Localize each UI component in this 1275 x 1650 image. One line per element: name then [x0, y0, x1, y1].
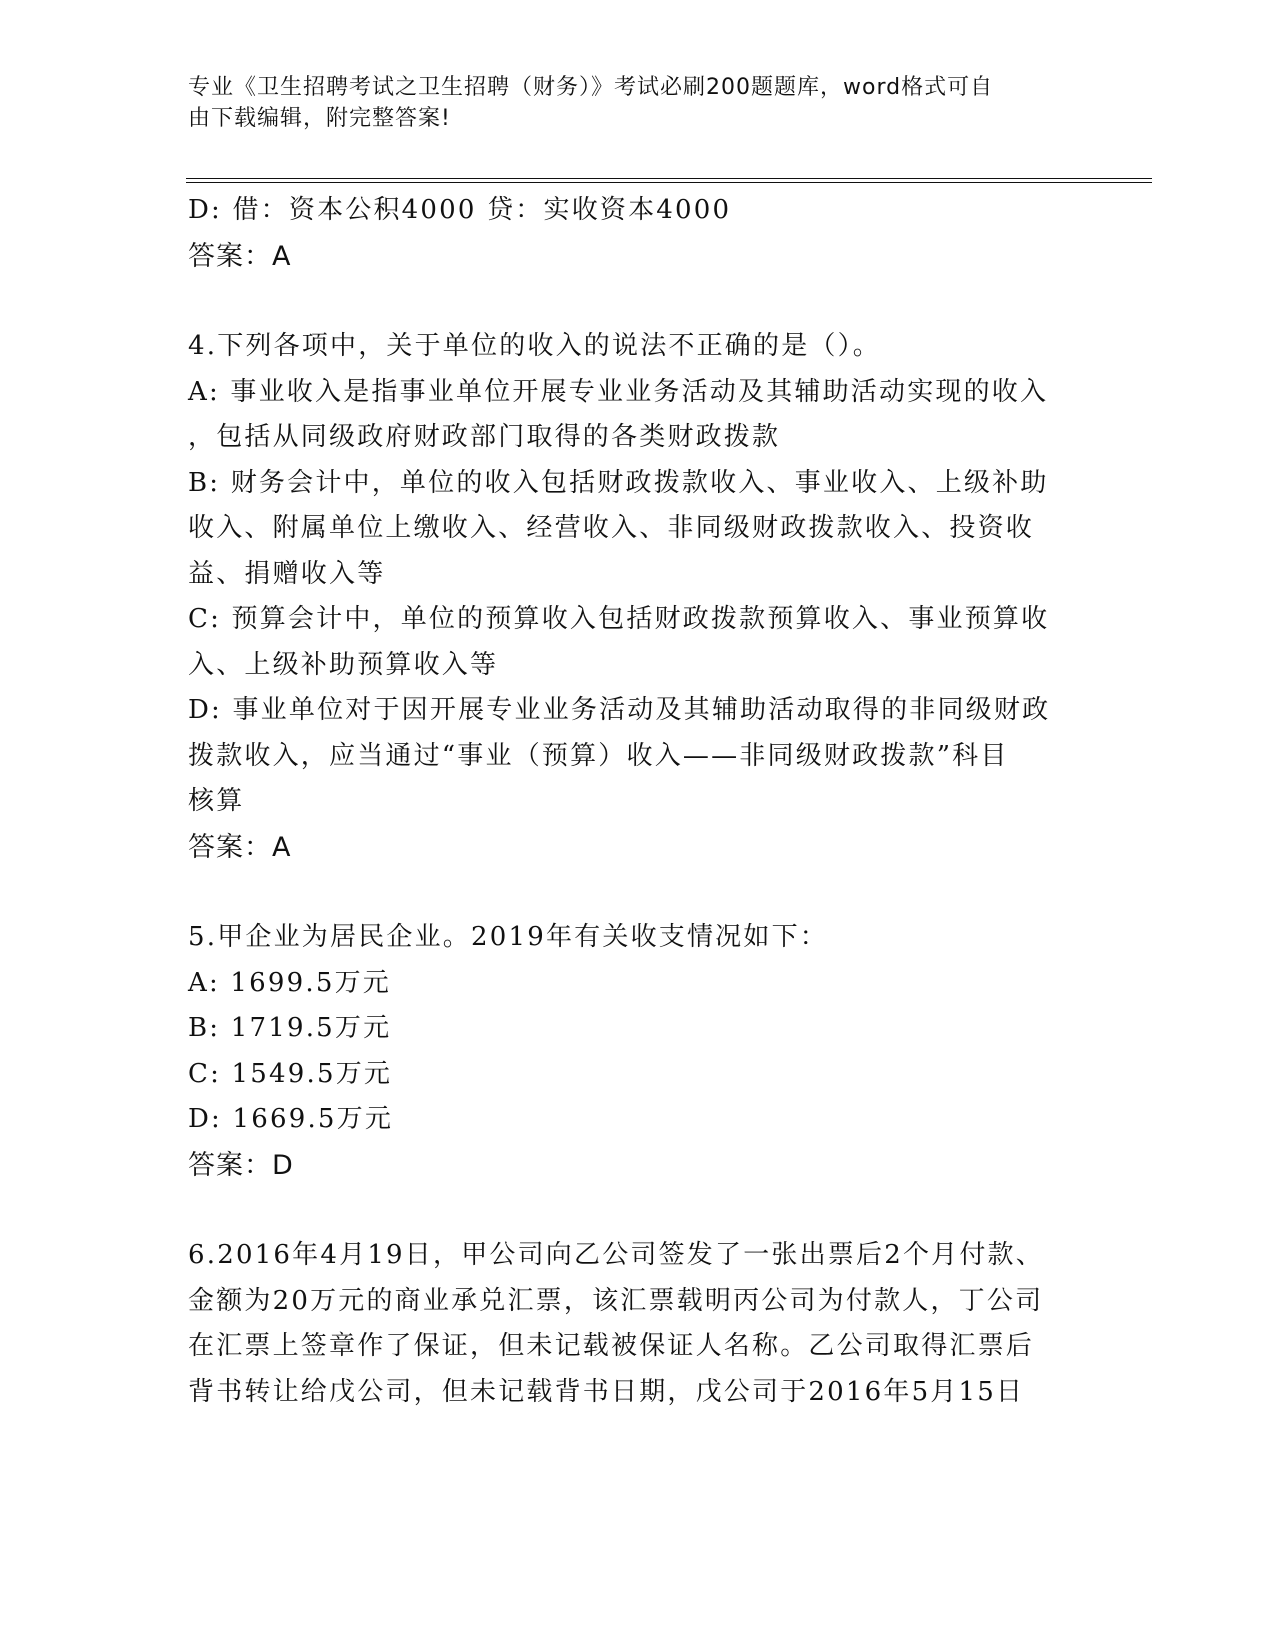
spacer — [188, 279, 1088, 324]
question-stem-line: 在汇票上签章作了保证，但未记载被保证人名称。乙公司取得汇票后 — [188, 1331, 1035, 1361]
option-a: A: 1699.5万元 — [188, 967, 391, 998]
option-d: D: 1669.5万元 — [188, 1104, 394, 1134]
option-b-line: 收入、附属单位上缴收入、经营收入、非同级财政拨款收入、投资收 — [188, 513, 1035, 543]
header-rule-bottom — [186, 182, 1152, 183]
question-5 — [188, 915, 1088, 1188]
question-stem-line: 6.2016年4月19日，甲公司向乙公司签发了一张出票后2个月付款、 — [188, 1240, 1044, 1270]
answer-label: 答案：A — [188, 240, 292, 272]
question-stem: 5.甲企业为居民企业。2019年有关收支情况如下： — [188, 922, 828, 952]
option-b-line: 益、捐赠收入等 — [188, 558, 386, 589]
option-c-line: 入、上级补助预算收入等 — [188, 649, 499, 680]
spacer — [188, 1188, 1088, 1233]
question-3-tail — [188, 188, 1088, 279]
question-stem-line: 金额为20万元的商业承兑汇票，该汇票载明丙公司为付款人，丁公司 — [188, 1285, 1044, 1316]
option-b: B: 1719.5万元 — [188, 1013, 392, 1043]
option-a-line: ，包括从同级政府财政部门取得的各类财政拨款 — [188, 422, 781, 452]
spacer — [188, 870, 1088, 915]
answer-label: 答案：D — [188, 1149, 294, 1181]
question-6 — [188, 1233, 1088, 1415]
header-rule-top — [186, 178, 1152, 179]
header-line: 由下载编辑，附完整答案! — [188, 106, 451, 131]
question-stem-line: 背书转让给戊公司，但未记载背书日期，戊公司于2016年5月15日 — [188, 1376, 1025, 1407]
question-content — [188, 188, 1088, 1415]
page-header — [188, 72, 1068, 134]
option-d-line: D: 事业单位对于因开展专业业务活动及其辅助活动取得的非同级财政 — [188, 695, 1051, 725]
option-d-line: 拨款收入，应当通过“事业（预算）收入——非同级财政拨款”科目 — [188, 740, 1009, 771]
answer-label: 答案：A — [188, 831, 292, 863]
header-line: 专业《卫生招聘考试之卫生招聘（财务）》考试必刷200题题库，word格式可自 — [188, 75, 994, 100]
question-4 — [188, 324, 1088, 870]
option-a-line: A: 事业收入是指事业单位开展专业业务活动及其辅助活动实现的收入 — [188, 376, 1049, 407]
option-c: C: 1549.5万元 — [188, 1058, 393, 1089]
option-b-line: B: 财务会计中，单位的收入包括财政拨款收入、事业收入、上级补助 — [188, 467, 1049, 498]
question-stem: 4.下列各项中，关于单位的收入的说法不正确的是（）。 — [188, 331, 882, 361]
option-d-line: 核算 — [188, 786, 245, 816]
option-d: D: 借：资本公积4000 贷：实收资本4000 — [188, 195, 732, 225]
option-c-line: C: 预算会计中，单位的预算收入包括财政拨款预算收入、事业预算收 — [188, 604, 1050, 634]
